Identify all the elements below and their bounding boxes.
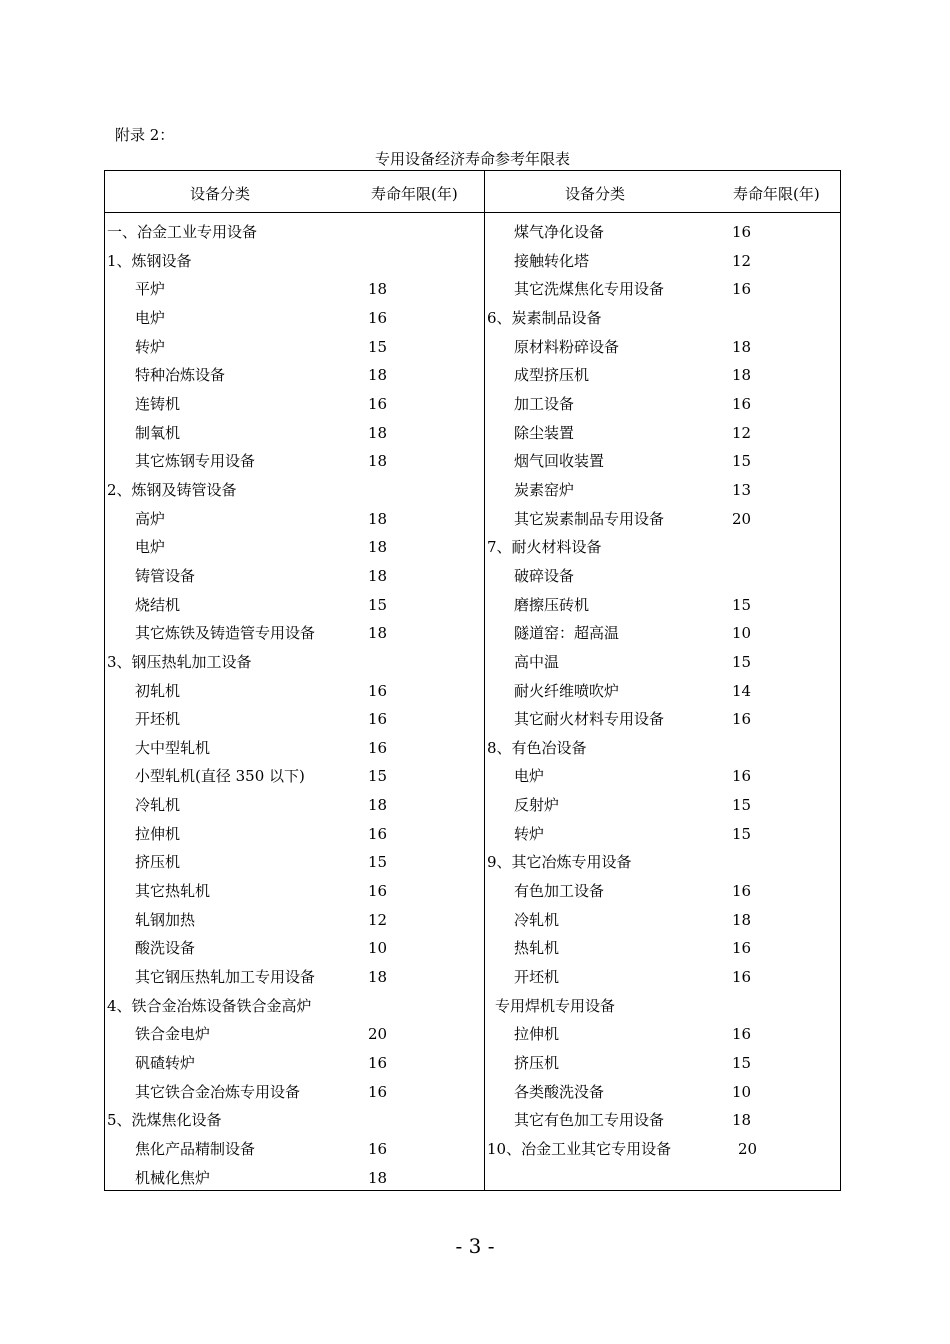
page-title: 专用设备经济寿命参考年限表 — [374, 150, 570, 168]
equipment-name: 除尘装置 — [514, 423, 575, 442]
lifespan-years: 14 — [732, 681, 752, 700]
equipment-name: 原材料粉碎设备 — [514, 337, 620, 356]
table-row — [105, 562, 483, 591]
table-row — [485, 648, 841, 677]
equipment-name: 烟气回收装置 — [514, 452, 605, 471]
lifespan-years: 18 — [368, 423, 388, 442]
table-row — [105, 677, 483, 706]
lifespan-years: 16 — [732, 223, 752, 241]
equipment-name: 各类酸洗没备 — [514, 1082, 605, 1101]
table-row — [105, 648, 483, 677]
header-left-years: 寿命年限(年) — [371, 185, 458, 203]
lifespan-years: 18 — [732, 337, 752, 356]
equipment-name: 转炉 — [135, 337, 166, 356]
table-row — [105, 1106, 483, 1135]
lifespan-years: 16 — [368, 308, 388, 327]
lifespan-years: 16 — [368, 882, 388, 901]
equipment-name: 2、炼钢及铸管设备 — [107, 480, 237, 499]
left-column — [105, 218, 483, 1192]
equipment-name: 其它炼铁及铸造管专用设备 — [135, 624, 316, 643]
table-row — [485, 1135, 841, 1164]
table-row — [485, 275, 841, 304]
lifespan-years: 12 — [732, 251, 752, 270]
equipment-name: 其它耐火材料专用设备 — [514, 710, 665, 729]
lifespan-years: 16 — [732, 1025, 752, 1044]
equipment-name: 开坯机 — [514, 968, 560, 987]
equipment-name: 10、冶金工业其它专用设备 — [487, 1140, 672, 1158]
table-row — [485, 906, 841, 935]
table-row — [485, 591, 841, 620]
table-row — [485, 877, 841, 906]
right-column — [485, 218, 841, 1164]
lifespan-years: 15 — [732, 452, 752, 471]
table-row — [105, 791, 483, 820]
equipment-name: 机械化焦炉 — [135, 1168, 211, 1187]
equipment-name: 矾碴转炉 — [135, 1054, 196, 1073]
table-row — [105, 1164, 483, 1193]
lifespan-years: 16 — [732, 939, 752, 958]
lifespan-years: 18 — [732, 1111, 752, 1130]
appendix-label: 附录 2： — [115, 126, 175, 144]
table-row — [105, 1020, 483, 1049]
lifespan-years: 16 — [368, 394, 388, 413]
lifespan-years: 18 — [368, 280, 388, 299]
table-row — [485, 447, 841, 476]
lifespan-years: 18 — [732, 366, 752, 385]
equipment-name: 初轧机 — [135, 681, 181, 700]
table-row — [105, 390, 483, 419]
table-row — [105, 705, 483, 734]
lifespan-years: 15 — [732, 652, 752, 671]
table-row — [105, 533, 483, 562]
table-row — [105, 992, 483, 1021]
table-row — [105, 934, 483, 963]
equipment-name: 小型轧机(直径 350 以下) — [135, 767, 305, 786]
table-row — [105, 591, 483, 620]
lifespan-years: 18 — [368, 509, 388, 528]
lifespan-years: 16 — [732, 882, 752, 901]
lifespan-years: 16 — [732, 968, 752, 987]
equipment-name: 铁合金电炉 — [135, 1025, 211, 1044]
equipment-name: 连铸机 — [135, 394, 181, 413]
lifespan-years: 20 — [738, 1140, 758, 1158]
equipment-name: 烧结机 — [135, 595, 181, 614]
equipment-name: 轧钢加热 — [135, 910, 196, 929]
table-row — [485, 247, 841, 276]
equipment-name: 加工设备 — [514, 394, 575, 413]
lifespan-years: 12 — [732, 423, 752, 442]
equipment-name: 其它炭素制品专用设备 — [514, 509, 665, 528]
lifespan-years: 16 — [368, 710, 388, 729]
lifespan-years: 15 — [732, 595, 752, 614]
equipment-name: 热轧机 — [514, 939, 560, 958]
equipment-name: 其它有色加工专用设备 — [514, 1111, 665, 1130]
header-right-years: 寿命年限(年) — [733, 185, 820, 203]
table-row — [485, 562, 841, 591]
lifespan-years: 16 — [368, 1054, 388, 1073]
table-row — [105, 247, 483, 276]
equipment-name: 挤压机 — [135, 853, 181, 872]
page-number: - 3 - — [455, 1234, 495, 1258]
lifespan-years: 20 — [368, 1025, 388, 1044]
table-row — [485, 1078, 841, 1107]
equipment-name: 电炉 — [135, 308, 166, 327]
table-row — [485, 934, 841, 963]
equipment-name: 破碎设备 — [514, 566, 575, 585]
equipment-name: 5、洗煤焦化设备 — [107, 1111, 222, 1130]
table-row — [485, 992, 841, 1021]
lifespan-years: 18 — [732, 910, 752, 929]
equipment-name: 4、铁合金冶炼设备铁合金高炉 — [107, 996, 312, 1015]
lifespan-years: 16 — [732, 394, 752, 413]
table-row — [485, 505, 841, 534]
equipment-name: 其它热轧机 — [135, 882, 211, 901]
equipment-name: 一、冶金工业专用设备 — [107, 223, 258, 241]
table-row — [485, 677, 841, 706]
equipment-name: 铸管设备 — [135, 566, 196, 585]
equipment-name: 转炉 — [514, 824, 545, 843]
table-row — [485, 533, 841, 562]
table-row — [485, 476, 841, 505]
table-row — [485, 705, 841, 734]
lifespan-years: 13 — [732, 480, 752, 499]
lifespan-years: 16 — [732, 710, 752, 729]
equipment-name: 7、耐火材料设备 — [487, 538, 602, 557]
table-row — [105, 877, 483, 906]
equipment-lifespan-table — [104, 170, 841, 1191]
table-row — [485, 304, 841, 333]
table-row — [485, 762, 841, 791]
lifespan-years: 18 — [368, 366, 388, 385]
table-row — [105, 963, 483, 992]
equipment-name: 接触转化塔 — [514, 251, 590, 270]
equipment-name: 炭素窑炉 — [514, 480, 575, 499]
table-row — [105, 1049, 483, 1078]
table-row — [105, 820, 483, 849]
equipment-name: 拉伸机 — [135, 824, 181, 843]
table-row — [105, 476, 483, 505]
table-row — [485, 820, 841, 849]
equipment-name: 其它钢压热轧加工专用设备 — [135, 968, 316, 987]
header-left-category: 设备分类 — [190, 185, 251, 203]
lifespan-years: 15 — [368, 595, 388, 614]
lifespan-years: 16 — [732, 767, 752, 786]
lifespan-years: 16 — [368, 1082, 388, 1101]
equipment-name: 磨擦压砖机 — [514, 595, 590, 614]
table-row — [485, 848, 841, 877]
table-row — [485, 1049, 841, 1078]
lifespan-years: 12 — [368, 910, 388, 929]
header-divider — [105, 212, 840, 213]
lifespan-years: 18 — [368, 968, 388, 987]
equipment-name: 9、其它冶炼专用设备 — [487, 853, 632, 872]
equipment-name: 专用焊机专用设备 — [495, 996, 616, 1015]
equipment-name: 冷轧机 — [135, 796, 181, 815]
lifespan-years: 18 — [368, 796, 388, 815]
equipment-name: 制氧机 — [135, 423, 181, 442]
equipment-name: 电炉 — [135, 538, 166, 557]
table-row — [485, 1020, 841, 1049]
lifespan-years: 16 — [368, 681, 388, 700]
lifespan-years: 18 — [368, 452, 388, 471]
table-row — [105, 419, 483, 448]
table-row — [105, 734, 483, 763]
lifespan-years: 15 — [732, 796, 752, 815]
lifespan-years: 18 — [368, 1168, 388, 1187]
equipment-name: 高炉 — [135, 509, 166, 528]
table-row — [485, 1106, 841, 1135]
lifespan-years: 15 — [368, 767, 388, 786]
equipment-name: 其它洗煤焦化专用设备 — [514, 280, 665, 299]
table-row — [105, 275, 483, 304]
equipment-name: 其它铁合金冶炼专用设备 — [135, 1082, 301, 1101]
equipment-name: 拉伸机 — [514, 1025, 560, 1044]
table-row — [105, 762, 483, 791]
lifespan-years: 10 — [368, 939, 388, 958]
header-right-category: 设备分类 — [565, 185, 626, 203]
lifespan-years: 16 — [368, 738, 388, 757]
equipment-name: 焦化产品精制设备 — [135, 1140, 256, 1158]
table-row — [105, 505, 483, 534]
equipment-name: 挤压机 — [514, 1054, 560, 1073]
equipment-name: 反射炉 — [514, 796, 560, 815]
table-row — [105, 304, 483, 333]
lifespan-years: 20 — [732, 509, 752, 528]
table-row — [485, 619, 841, 648]
table-row — [485, 218, 841, 247]
equipment-name: 6、炭素制品设备 — [487, 308, 602, 327]
table-row — [105, 906, 483, 935]
table-row — [105, 1078, 483, 1107]
table-row — [485, 734, 841, 763]
equipment-name: 冷轧机 — [514, 910, 560, 929]
equipment-name: 大中型轧机 — [135, 738, 211, 757]
lifespan-years: 18 — [368, 538, 388, 557]
table-row — [105, 218, 483, 247]
lifespan-years: 10 — [732, 624, 752, 643]
table-row — [485, 791, 841, 820]
table-row — [485, 333, 841, 362]
lifespan-years: 15 — [732, 1054, 752, 1073]
equipment-name: 酸洗设备 — [135, 939, 196, 958]
equipment-name: 开坯机 — [135, 710, 181, 729]
table-row — [105, 1135, 483, 1164]
lifespan-years: 15 — [732, 824, 752, 843]
equipment-name: 1、炼钢设备 — [107, 251, 192, 270]
equipment-name: 平炉 — [135, 280, 166, 299]
lifespan-years: 16 — [368, 824, 388, 843]
lifespan-years: 18 — [368, 624, 388, 643]
table-row — [485, 361, 841, 390]
equipment-name: 耐火纤维喷吹炉 — [514, 681, 620, 700]
table-row — [105, 848, 483, 877]
table-row — [485, 963, 841, 992]
table-row — [485, 419, 841, 448]
equipment-name: 3、钢压热轧加工设备 — [107, 652, 252, 671]
table-row — [105, 447, 483, 476]
equipment-name: 电炉 — [514, 767, 545, 786]
lifespan-years: 10 — [732, 1082, 752, 1101]
lifespan-years: 18 — [368, 566, 388, 585]
equipment-name: 成型挤压机 — [514, 366, 590, 385]
table-row — [485, 390, 841, 419]
lifespan-years: 15 — [368, 853, 388, 872]
lifespan-years: 15 — [368, 337, 388, 356]
equipment-name: 高中温 — [514, 652, 560, 671]
table-row — [105, 619, 483, 648]
equipment-name: 8、有色冶设备 — [487, 738, 587, 757]
table-row — [105, 333, 483, 362]
lifespan-years: 16 — [368, 1140, 388, 1158]
equipment-name: 隧道窑：超高温 — [514, 624, 620, 643]
equipment-name: 煤气净化设备 — [514, 223, 605, 241]
table-row — [105, 361, 483, 390]
equipment-name: 其它炼钢专用设备 — [135, 452, 256, 471]
equipment-name: 有色加工设备 — [514, 882, 605, 901]
equipment-name: 特种冶炼设备 — [135, 366, 226, 385]
lifespan-years: 16 — [732, 280, 752, 299]
